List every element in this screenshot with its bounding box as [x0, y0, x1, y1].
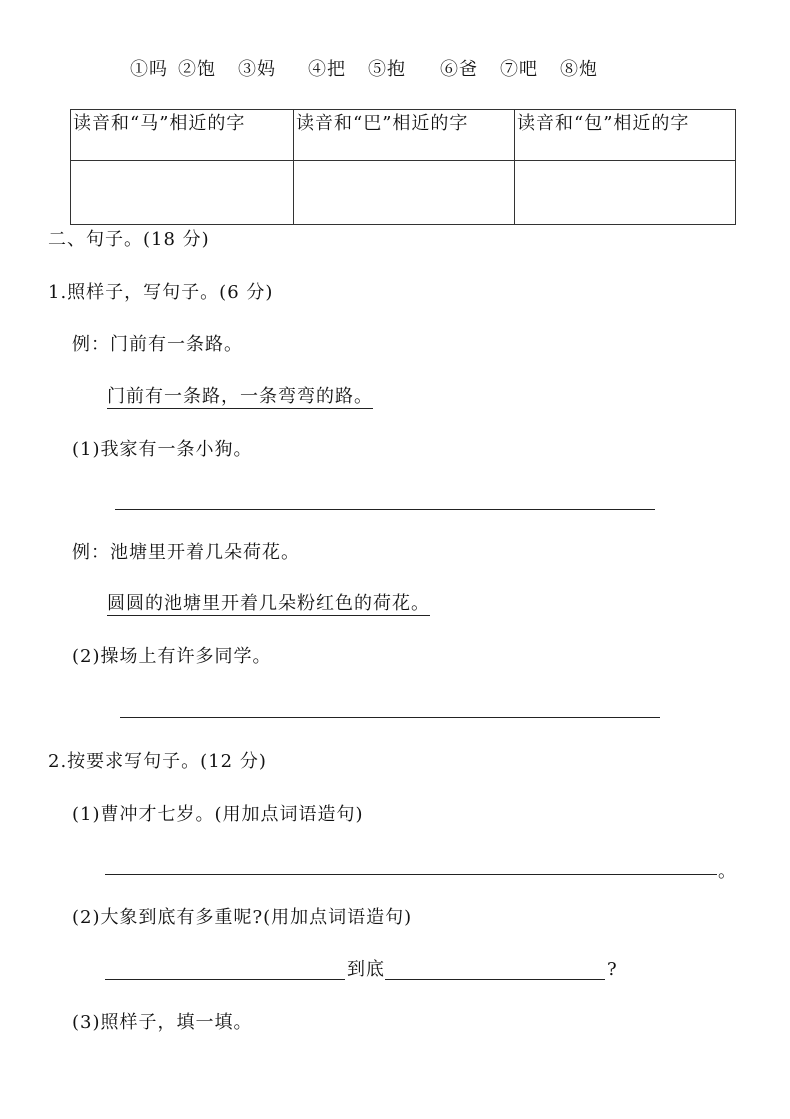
question-2-item-3: (3)照样子，填一填。	[72, 1012, 253, 1033]
example-2-answer	[107, 594, 430, 614]
answer-blank-2	[120, 717, 660, 718]
answer-blank-4-middle-word: 到底	[347, 959, 385, 980]
table-answer-row	[71, 161, 736, 225]
answer-blank-4a	[105, 979, 345, 980]
question-1-title: 1.照样子，写句子。(6 分)	[48, 282, 274, 303]
example-1-answer	[107, 387, 373, 407]
answer-blank-3-end-mark: 。	[718, 861, 737, 882]
table-header-ba: 读音和“巴”相近的字	[296, 113, 469, 134]
choice-7: ⑦吧	[500, 59, 538, 80]
example-1-prompt: 例：门前有一条路。	[72, 334, 243, 355]
answer-blank-4b	[385, 979, 605, 980]
choice-8: ⑧炮	[560, 59, 598, 80]
answer-blank-3	[105, 874, 717, 875]
table-header-bao: 读音和“包”相近的字	[517, 113, 690, 134]
question-2-item-2: (2)大象到底有多重呢?(用加点词语造句)	[72, 907, 413, 928]
question-2-item-1: (1)曹冲才七岁。(用加点词语造句)	[72, 804, 364, 825]
choice-2: ②饱	[178, 59, 216, 80]
choice-3: ③妈	[238, 59, 276, 80]
answer-blank-4-end-mark: ?	[607, 959, 618, 980]
section-title: 二、句子。(18 分)	[48, 229, 210, 250]
choice-4: ④把	[308, 59, 346, 80]
example-2-answer-text: 圆圆的池塘里开着几朵粉红色的荷花。	[107, 593, 430, 614]
question-2-title: 2.按要求写句子。(12 分)	[48, 751, 267, 772]
table-answer-cell-ma	[71, 161, 294, 225]
table-header-ma: 读音和“马”相近的字	[73, 113, 246, 134]
answer-blank-1	[115, 509, 655, 510]
example-1-answer-text: 门前有一条路，一条弯弯的路。	[107, 386, 373, 407]
sorting-table	[70, 109, 736, 225]
choice-5: ⑤抱	[368, 59, 406, 80]
table-answer-cell-bao	[515, 161, 736, 225]
choice-6: ⑥爸	[440, 59, 478, 80]
table-header-cell-ba	[294, 110, 515, 161]
question-1-item-2: (2)操场上有许多同学。	[72, 646, 272, 667]
choice-1: ①吗	[130, 59, 168, 80]
table-header-row	[71, 110, 736, 161]
table-header-cell-bao	[515, 110, 736, 161]
table-header-cell-ma	[71, 110, 294, 161]
question-1-item-1: (1)我家有一条小狗。	[72, 439, 253, 460]
table-answer-cell-ba	[294, 161, 515, 225]
example-2-prompt: 例：池塘里开着几朵荷花。	[72, 542, 300, 563]
